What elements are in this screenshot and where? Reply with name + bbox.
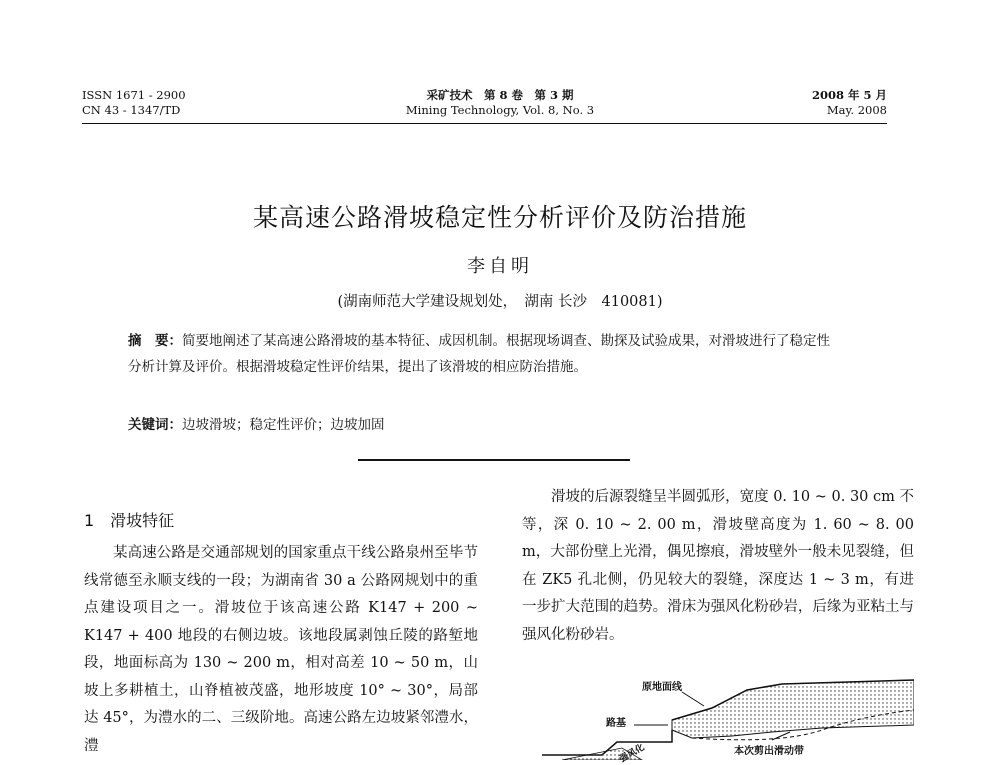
label-roadbed: 路基 [606, 718, 626, 729]
journal-name-cn: 采矿技术 第 8 卷 第 3 期 [426, 88, 574, 102]
journal-name-en: Mining Technology, Vol. 8, No. 3 [405, 103, 595, 117]
article-title: 某高速公路滑坡稳定性分析评价及防治措施 [252, 203, 747, 232]
date-cn: 2008 年 5 月 [811, 88, 887, 102]
left-column [84, 540, 478, 760]
date-en: May. 2008 [826, 103, 887, 117]
author-name: 李自明 [467, 256, 533, 277]
cn-number: CN 43 - 1347/TD [82, 103, 181, 117]
journal-id-block [82, 88, 186, 118]
landslide-cross-section-figure [522, 670, 914, 765]
cross-section-drawing [522, 670, 914, 760]
issue-date-block [812, 88, 887, 118]
label-ground-line: 原地面线 [642, 682, 682, 693]
keywords [128, 414, 840, 436]
issn: ISSN 1671 - 2900 [82, 88, 186, 102]
paragraph: 滑坡的后源裂缝呈半圆弧形，宽度 0. 10 ~ 0. 30 cm 不等，深 0. 10 ~ 2. 00 m，滑坡壁高度为 1. 60 ~ 8. 00 m，大部份壁上光滑，偶见擦痕，滑坡壁外一般未见裂缝，但在 ZK5 孔北侧，仍见较大的裂缝，深度达 1 ~ 3 m，有进一步扩大范围的趋势。滑床为强风化粉砂岩，后缘为亚粘土与强风化粉砂岩。 [522, 489, 914, 643]
abstract [128, 328, 840, 380]
right-column [522, 484, 914, 649]
header-rule [82, 123, 887, 124]
paragraph: 某高速公路是交通部规划的国家重点干线公路泉州至毕节线常德至永顺支线的一段；为湖南省 30 a 公路网规划中的重点建设项目之一。滑坡位于该高速公路 K147 + 200 ~ K147 + 400 地段的右侧边坡。该地段属剥蚀丘陵的路堑地段，地面标高为 130 ~ 200 m，相对高差 10 ~ 50 m，山坡上多耕植土，山脊植被茂盛，地形坡度 10° ~ 30°，局部达 45°，为澧水的二、三级阶地。高速公路左边坡紧邻澧水，澧 [84, 545, 478, 754]
abstract-label: 摘 要： [128, 333, 182, 349]
journal-name-block [380, 88, 620, 118]
keywords-label: 关键词： [128, 417, 182, 433]
abstract-text: 简要地阐述了某高速公路滑坡的基本特征、成因机制。根据现场调查、勘探及试验成果，对滑坡进行了稳定性分析计算及评价。根据滑坡稳定性评价结果，提出了该滑坡的相应防治措施。 [128, 333, 830, 375]
author-affiliation: (湖南师范大学建设规划处， 湖南 长沙 410081) [337, 294, 663, 310]
label-weathered-rock: 强风化 [618, 742, 647, 765]
abstract-divider [358, 459, 630, 461]
keywords-text: 边坡滑坡；稳定性评价；边坡加固 [182, 417, 385, 433]
section-heading: 1 滑坡特征 [84, 511, 175, 530]
label-slip-zone: 本次剪出滑动带 [734, 746, 804, 757]
